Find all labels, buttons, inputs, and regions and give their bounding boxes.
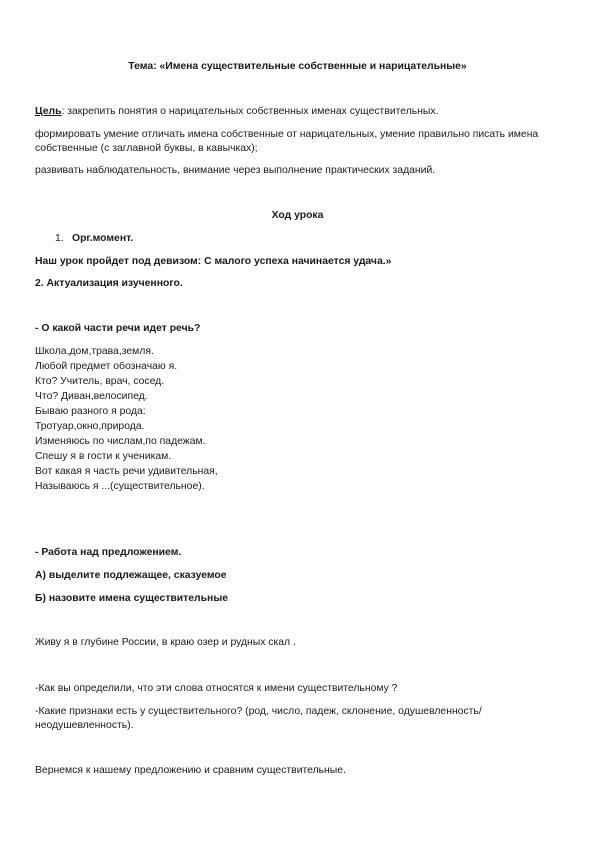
- closing-line: Вернемся к нашему предложению и сравним существительные.: [35, 765, 346, 776]
- poem-line: Школа,дом,трава,земля.: [35, 346, 154, 357]
- example-sentence: Живу я в глубине России, в краю озер и рудных скал .: [35, 637, 296, 648]
- page-title: Тема: «Имена существительные собственные и нарицательные»: [128, 61, 467, 72]
- poem-line: Изменяюсь по числам,по падежам.: [35, 436, 206, 447]
- question-part-of-speech: - О какой части речи идет речь?: [35, 323, 201, 334]
- poem-line: Что? Диван,велосипед.: [35, 391, 148, 402]
- task-a: А) выделите подлежащее, сказуемое: [35, 570, 227, 581]
- goal-line-3: развивать наблюдательность, внимание через выполнение практических заданий.: [35, 165, 436, 176]
- poem-line: Кто? Учитель, врач, сосед.: [35, 376, 165, 387]
- poem-line: Вот какая я часть речи удивительная,: [35, 466, 218, 477]
- task-b: Б) назовите имена существительные: [35, 593, 228, 604]
- lesson-heading: Ход урока: [271, 210, 324, 221]
- goal-label: Цель: [35, 106, 62, 117]
- section-2-heading: 2. Актуализация изученного.: [35, 278, 183, 289]
- poem-line: Любой предмет обозначаю я.: [35, 361, 178, 372]
- poem-line: Спешу я в гости к ученикам.: [35, 451, 172, 462]
- question-3b: неодушевленность).: [35, 720, 134, 731]
- poem-line: Называюсь я ...(существительное).: [35, 481, 205, 492]
- work-heading: - Работа над предложением.: [35, 547, 182, 558]
- goal-text: : закрепить понятия о нарицательных собственных именах существительных.: [61, 106, 439, 117]
- list-item-org-moment: Орг.момент.: [72, 233, 134, 244]
- list-item-number: 1.: [55, 233, 64, 244]
- poem-line: Тротуар,окно,природа.: [35, 421, 145, 432]
- question-2: -Как вы определили, что эти слова относятся к имени существительному ?: [35, 683, 398, 694]
- goal-line-2b: собственные (с заглавной буквы, в кавычках);: [35, 143, 258, 154]
- goal-line-2a: формировать умение отличать имена собственные от нарицательных, умение правильно писать имена: [35, 129, 539, 140]
- question-3a: -Какие признаки есть у существительного? (род, число, падеж, склонение, одушевленность/: [35, 706, 482, 717]
- poem-line: Бываю разного я рода:: [35, 406, 146, 417]
- lesson-motto: Наш урок пройдет под девизом: С малого успеха начинается удача.»: [35, 256, 392, 267]
- goal-line: [35, 106, 438, 118]
